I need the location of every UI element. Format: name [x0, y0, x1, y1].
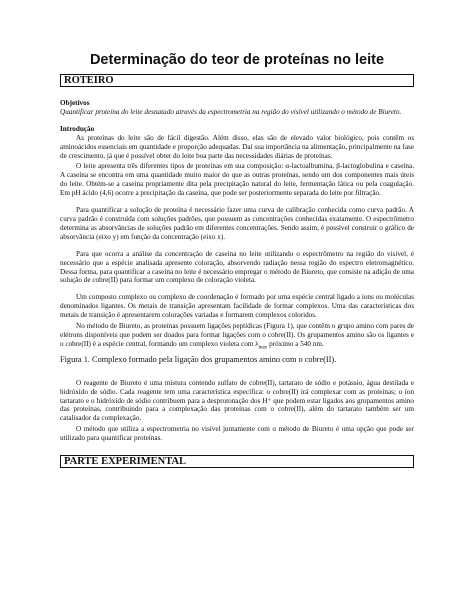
section-heading-parte-experimental: PARTE EXPERIMENTAL: [60, 455, 414, 468]
objectives-heading: Objetivos: [60, 99, 90, 107]
intro-paragraph-3: Para quantificar a solução de proteína é necessário fazer uma curva de calibração conhecida como curva padrão. A curva padrão é construída com soluções padrões, que possuem as concentrações conhecidas exatamente. O espectrômetro determina as absorvâncias de soluções padrão em diferentes concentrações. Sendo assim, é possível construir o gráfico de absorvância (eixo y) em função da concentração (eixo x).: [60, 206, 414, 241]
intro-heading: Introdução: [60, 124, 95, 133]
method-paragraph: O método que utiliza a espectrometria no visível juntamente com o método de Biureto é uma opção que pode ser utilizado para quantificar proteínas.: [60, 425, 414, 443]
figure-caption: Figura 1. Complexo formado pela ligação dos grupamentos amino com o cobre(II).: [60, 354, 337, 364]
objectives-text: Quantificar proteína do leite desnatado através da espectrometria na região do visível utilizando o método de Biureto.: [60, 107, 402, 116]
biureto-text-end: próximo a 540 nm.: [267, 339, 324, 348]
document-title: Determinação do teor de proteínas no leite: [89, 52, 385, 68]
intro-paragraph-1: As proteínas do leite são de fácil digestão. Além disso, elas são de elevado valor biológico, pois contêm os aminoácidos essenciais em quantidade e proporção adequadas. Daí sua importância na alimentação, principalmente na fase de crescimento, já que é possível obter do leite boa parte das necessidades diárias de proteínas.: [60, 133, 414, 160]
section-heading-roteiro: ROTEIRO: [60, 74, 414, 87]
lambda-subscript: máx: [258, 345, 268, 351]
intro-paragraph-5: Um composto complexo ou complexo de coordenação é formado por uma espécie central ligado a íons ou moléculas denominados ligantes. Os metais de transição apresentam facilidade de formar complexos. Uma das características dos metais de transição é apresentarem colorações variadas e formarem complexos coloridos.: [60, 293, 414, 320]
biureto-text-start: No método de Biureto, as proteínas possuem ligações peptídicas (Figura 1), que contêm o grupo amino com pares de elétrons disponíveis que podem ser doados para formar ligações com o cobre(II). Os grupamentos amino são os ligantes e o cobre(II) é a espécie central, formando um complexo violeta com λ: [60, 322, 414, 348]
intro-paragraph-6: [60, 322, 414, 349]
intro-paragraph-2: O leite apresenta três diferentes tipos de proteínas em sua composição: α-lactoalbumina, β-lactoglobulina e caseína. A caseína se encontra em uma quantidade muito maior do que as outras proteínas, sendo um dos componentes mais úteis do leite. Obtém-se a caseína propriamente dita pela precipitação natural do leite, fermentação lática ou pela coagulação. Em pH ácido (4,6) ocorre a precipitação da caseína, que pode ser posteriormente separada do leite por filtração.: [60, 162, 414, 198]
intro-paragraph-4: Para que ocorra a análise da concentração de caseína no leite utilizando o espectrômetro na região do visível, é necessário que a espécie analisada apresente coloração, absorvendo radiação nessa região do espectro eletromagnético. Dessa forma, para quantificar a caseína no leite é necessário empregar o método de Biureto, que consiste na adição de uma solução de cobre(II) para formar um complexo de coloração violeta.: [60, 249, 414, 285]
reagent-paragraph: O reagente de Biureto é uma mistura contendo sulfato de cobre(II), tartarato de sódio e potássio, água destilada e hidróxido de sódio. Cada reagente tem uma característica específica: o cobre(II) irá complexar com as proteínas; o íon tartarato e o hidróxido de sódio contribuem para a desprotonação dos H⁺ que podem estar ligados aos grupamentos amino das proteínas, contribuindo para a complexação das proteínas com o cobre(II), além do tartarato também ser um catalisador da complexação.: [60, 378, 414, 423]
